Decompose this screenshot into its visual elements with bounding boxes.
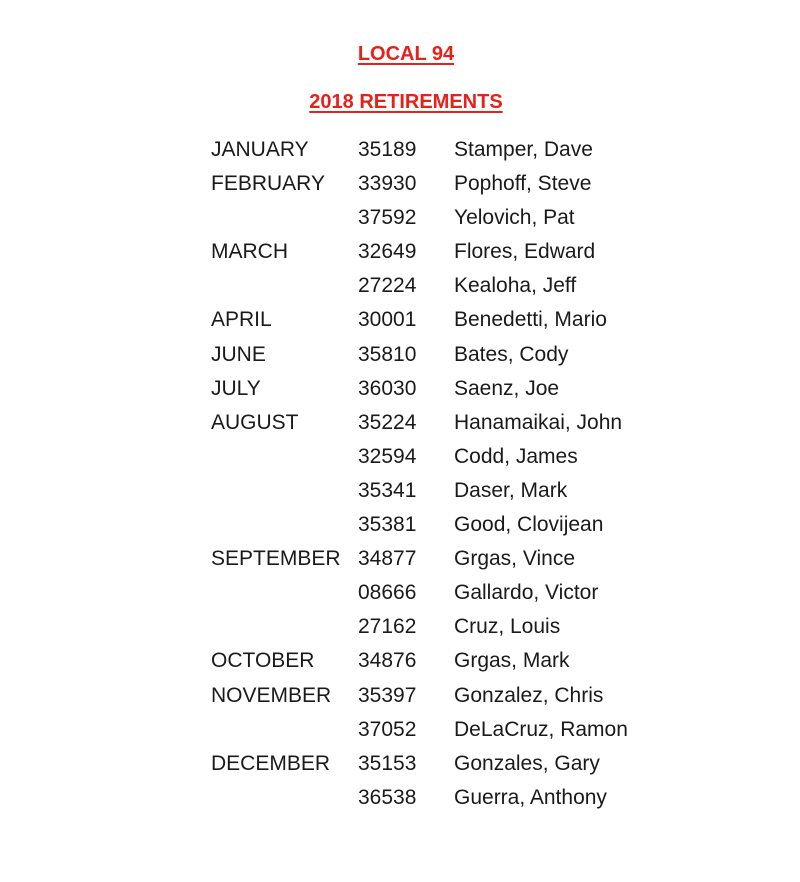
member-number: 35397 xyxy=(358,683,417,707)
member-name: Gonzales, Gary xyxy=(454,751,600,775)
member-name: Benedetti, Mario xyxy=(454,308,607,332)
member-number: 35153 xyxy=(358,751,417,775)
member-name: Flores, Edward xyxy=(454,240,596,264)
member-name: Good, Clovijean xyxy=(454,513,604,537)
member-name: Hanamaikai, John xyxy=(454,410,623,434)
member-name: Yelovich, Pat xyxy=(454,206,575,230)
member-number: 35810 xyxy=(358,342,417,366)
member-name: Codd, James xyxy=(454,444,578,468)
member-number: 35189 xyxy=(358,138,417,161)
member-name: Cruz, Louis xyxy=(454,615,561,639)
member-number: 35224 xyxy=(358,410,417,434)
member-name: Gallardo, Victor xyxy=(454,581,599,605)
member-number: 32649 xyxy=(358,240,417,264)
month-label: MARCH xyxy=(211,240,288,264)
member-name: Grgas, Mark xyxy=(454,649,570,673)
member-number: 30001 xyxy=(358,308,417,332)
month-label: JULY xyxy=(211,376,261,400)
member-number: 34876 xyxy=(358,649,417,673)
member-number: 36538 xyxy=(358,785,417,809)
page-title: LOCAL 94 xyxy=(357,43,455,65)
month-label: APRIL xyxy=(211,308,272,332)
member-name: Stamper, Dave xyxy=(454,138,593,161)
member-name: Daser, Mark xyxy=(454,478,568,502)
month-label: SEPTEMBER xyxy=(211,547,341,571)
month-label: FEBRUARY xyxy=(211,172,325,196)
member-name: Pophoff, Steve xyxy=(454,172,592,196)
month-label: AUGUST xyxy=(211,410,299,434)
member-number: 37052 xyxy=(358,717,417,741)
member-number: 35341 xyxy=(358,478,417,502)
member-name: Gonzalez, Chris xyxy=(454,683,604,707)
member-name: Saenz, Joe xyxy=(454,376,560,400)
member-name: Kealoha, Jeff xyxy=(454,274,577,298)
month-label: JANUARY xyxy=(211,138,309,161)
member-number: 32594 xyxy=(358,444,417,468)
member-name: Bates, Cody xyxy=(454,342,569,366)
member-number: 33930 xyxy=(358,172,417,196)
page-subtitle: 2018 RETIREMENTS xyxy=(309,91,503,113)
member-name: Grgas, Vince xyxy=(454,547,576,571)
month-label: NOVEMBER xyxy=(211,683,332,707)
member-name: Guerra, Anthony xyxy=(454,785,607,809)
month-label: JUNE xyxy=(211,342,266,366)
member-number: 37592 xyxy=(358,206,417,230)
member-number: 27162 xyxy=(358,615,417,639)
month-label: DECEMBER xyxy=(211,751,331,775)
member-number: 36030 xyxy=(358,376,417,400)
month-label: OCTOBER xyxy=(211,649,315,673)
member-number: 35381 xyxy=(358,513,417,537)
member-name: DeLaCruz, Ramon xyxy=(454,717,628,741)
member-number: 34877 xyxy=(358,547,417,571)
member-number: 08666 xyxy=(358,581,417,605)
member-number: 27224 xyxy=(358,274,417,298)
